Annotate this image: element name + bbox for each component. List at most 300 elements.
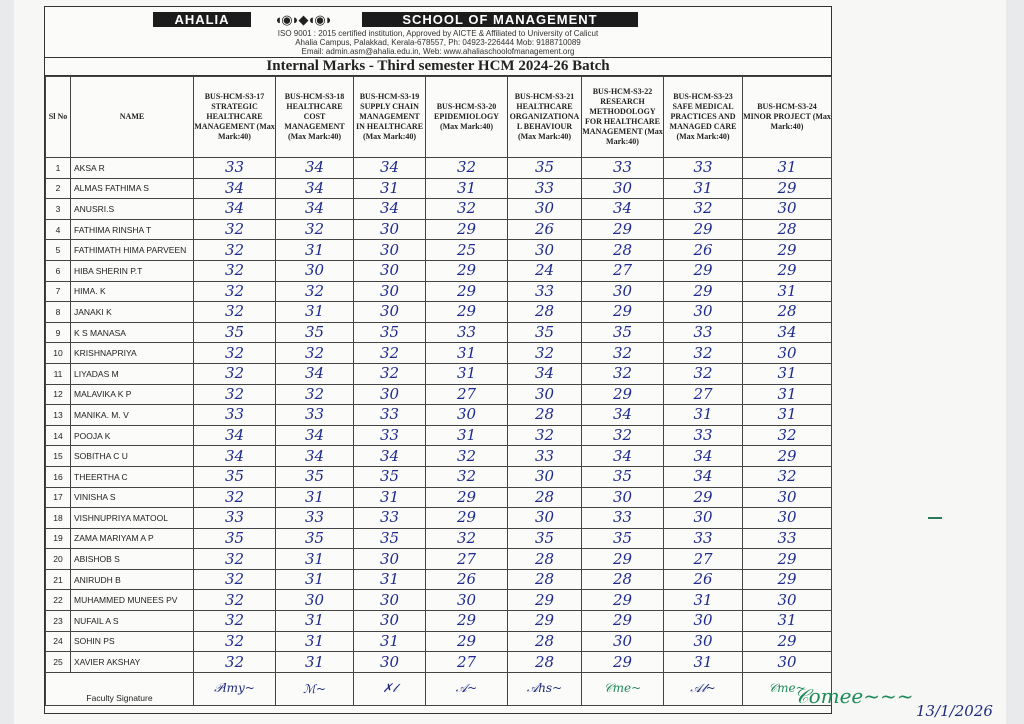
mark-cell: 32: [426, 446, 508, 467]
row-name: XAVIER AKSHAY: [71, 652, 194, 673]
letterhead: [45, 7, 831, 58]
mark-cell: 30: [354, 549, 426, 570]
mark-cell: 31: [276, 549, 354, 570]
mark-cell: 30: [743, 487, 832, 508]
row-name: ANIRUDH B: [71, 569, 194, 590]
handshake-logo-icon: ◖◉◗◆◖◉◗: [274, 12, 332, 27]
mark-cell: 33: [664, 322, 743, 343]
mark-cell: 29: [426, 631, 508, 652]
mark-cell: 32: [426, 158, 508, 179]
row-name: ABISHOB S: [71, 549, 194, 570]
col-s3-21: BUS-HCM-S3-21 HEALTHCARE ORGANIZATIONA L BEHAVIOUR (Max Mark:40): [508, 77, 582, 158]
mark-cell: 28: [508, 631, 582, 652]
mark-cell: 32: [743, 466, 832, 487]
table-row: [46, 343, 832, 364]
mark-cell: 35: [194, 528, 276, 549]
row-name: SOBITHA C U: [71, 446, 194, 467]
mark-cell: 30: [743, 590, 832, 611]
row-sl: 11: [46, 363, 71, 384]
row-sl: 6: [46, 260, 71, 281]
mark-cell: 35: [582, 322, 664, 343]
mark-cell: 32: [194, 343, 276, 364]
brand-banner: [153, 12, 673, 28]
faculty-signature-8: 𝒞me~: [743, 672, 832, 705]
mark-cell: 29: [426, 281, 508, 302]
faculty-signature-4: 𝒜~: [426, 672, 508, 705]
row-name: ALMAS FATHIMA S: [71, 178, 194, 199]
mark-cell: 33: [582, 158, 664, 179]
mark-cell: 27: [426, 384, 508, 405]
mark-cell: 32: [194, 487, 276, 508]
mark-cell: 28: [582, 569, 664, 590]
brand-left: AHALIA: [153, 12, 251, 27]
mark-cell: 30: [664, 302, 743, 323]
mark-cell: 30: [508, 508, 582, 529]
mark-cell: 31: [276, 652, 354, 673]
brand-right: SCHOOL OF MANAGEMENT: [362, 12, 638, 27]
mark-cell: 28: [743, 302, 832, 323]
mark-cell: 33: [426, 322, 508, 343]
mark-cell: 29: [582, 549, 664, 570]
mark-cell: 33: [194, 508, 276, 529]
address-line: Ahalia Campus, Palakkad, Kerala-678557, Ph: 04923-226444 Mob: 9188710089: [295, 38, 581, 47]
mark-cell: 27: [664, 549, 743, 570]
mark-cell: 29: [743, 549, 832, 570]
table-row: [46, 302, 832, 323]
faculty-signature-1: 𝒫lmy~: [194, 672, 276, 705]
row-name: JANAKI K: [71, 302, 194, 323]
faculty-signature-7: 𝒜𝓁~: [664, 672, 743, 705]
col-sl: Sl No: [46, 77, 71, 158]
mark-cell: 34: [664, 446, 743, 467]
mark-cell: 29: [664, 487, 743, 508]
mark-cell: 30: [664, 631, 743, 652]
mark-cell: 30: [743, 508, 832, 529]
mark-cell: 35: [276, 528, 354, 549]
table-header-row: [46, 77, 832, 158]
mark-cell: 34: [194, 425, 276, 446]
mark-cell: 30: [508, 384, 582, 405]
col-s3-20: BUS-HCM-S3-20 EPIDEMIOLOGY (Max Mark:40): [426, 77, 508, 158]
mark-cell: 28: [508, 302, 582, 323]
table-row: [46, 178, 832, 199]
mark-cell: 28: [508, 569, 582, 590]
table-row: [46, 405, 832, 426]
row-sl: 16: [46, 466, 71, 487]
mark-cell: 34: [743, 322, 832, 343]
mark-cell: 32: [664, 343, 743, 364]
table-row: [46, 425, 832, 446]
mark-cell: 30: [582, 178, 664, 199]
mark-cell: 33: [582, 508, 664, 529]
mark-cell: 24: [508, 260, 582, 281]
row-sl: 4: [46, 219, 71, 240]
row-name: FATHIMATH HIMA PARVEEN: [71, 240, 194, 261]
mark-cell: 30: [582, 281, 664, 302]
mark-cell: 31: [664, 590, 743, 611]
mark-cell: 30: [743, 199, 832, 220]
mark-cell: 35: [194, 466, 276, 487]
mark-cell: 29: [743, 260, 832, 281]
row-name: ZAMA MARIYAM A P: [71, 528, 194, 549]
mark-cell: 34: [354, 158, 426, 179]
signature-label: Faculty Signature: [46, 672, 194, 705]
mark-cell: 31: [276, 302, 354, 323]
marks-sheet: [44, 6, 832, 714]
mark-cell: 34: [276, 199, 354, 220]
faculty-signature-5: 𝒜hs~: [508, 672, 582, 705]
row-sl: 18: [46, 508, 71, 529]
row-name: VINISHA S: [71, 487, 194, 508]
mark-cell: 30: [426, 405, 508, 426]
mark-cell: 33: [354, 508, 426, 529]
mark-cell: 34: [508, 363, 582, 384]
mark-cell: 31: [354, 569, 426, 590]
row-name: POOJA K: [71, 425, 194, 446]
mark-cell: 32: [354, 343, 426, 364]
table-row: [46, 528, 832, 549]
mark-cell: 30: [426, 590, 508, 611]
table-row: [46, 631, 832, 652]
accreditation-line: ISO 9001 : 2015 certified institution, Approved by AICTE & Affiliated to University of Calicut: [277, 29, 599, 38]
mark-cell: 27: [582, 260, 664, 281]
row-name: MALAVIKA K P: [71, 384, 194, 405]
mark-cell: 35: [582, 528, 664, 549]
mark-cell: 29: [426, 508, 508, 529]
row-sl: 7: [46, 281, 71, 302]
mark-cell: 31: [426, 343, 508, 364]
row-name: THEERTHA C: [71, 466, 194, 487]
mark-cell: 29: [582, 302, 664, 323]
mark-cell: 31: [743, 281, 832, 302]
row-name: MUHAMMED MUNEES PV: [71, 590, 194, 611]
mark-cell: 31: [276, 569, 354, 590]
mark-cell: 33: [276, 405, 354, 426]
mark-cell: 32: [276, 343, 354, 364]
mark-cell: 31: [426, 363, 508, 384]
col-name: NAME: [71, 77, 194, 158]
mark-cell: 26: [664, 569, 743, 590]
pen-mark: [928, 517, 942, 519]
marks-table: [45, 76, 832, 706]
mark-cell: 29: [426, 611, 508, 632]
table-row: [46, 260, 832, 281]
mark-cell: 32: [276, 219, 354, 240]
mark-cell: 30: [354, 260, 426, 281]
mark-cell: 32: [194, 652, 276, 673]
table-row: [46, 487, 832, 508]
table-row: [46, 611, 832, 632]
row-sl: 15: [46, 446, 71, 467]
col-s3-22: BUS-HCM-S3-22 RESEARCH METHODOLOGY FOR HEALTHCARE MANAGEMENT (Max Mark:40): [582, 77, 664, 158]
mark-cell: 27: [426, 549, 508, 570]
mark-cell: 33: [194, 405, 276, 426]
mark-cell: 30: [354, 384, 426, 405]
green-signature-stamp: 𝒞omee~~~: [794, 684, 914, 708]
mark-cell: 34: [582, 199, 664, 220]
mark-cell: 35: [194, 322, 276, 343]
mark-cell: 30: [508, 240, 582, 261]
mark-cell: 35: [508, 528, 582, 549]
mark-cell: 32: [743, 425, 832, 446]
mark-cell: 34: [276, 446, 354, 467]
table-row: [46, 446, 832, 467]
mark-cell: 33: [664, 425, 743, 446]
handwritten-date: 13/1/2026: [916, 702, 993, 720]
table-row: [46, 652, 832, 673]
row-name: MANIKA. M. V: [71, 405, 194, 426]
mark-cell: 32: [664, 363, 743, 384]
mark-cell: 32: [582, 425, 664, 446]
mark-cell: 32: [194, 363, 276, 384]
col-s3-24: BUS-HCM-S3-24 MINOR PROJECT (Max Mark:40): [743, 77, 832, 158]
mark-cell: 32: [194, 260, 276, 281]
contact-line: Email: admin.asm@ahalia.edu.in, Web: www.ahaliaschoolofmanagement.org: [301, 47, 575, 56]
mark-cell: 30: [276, 260, 354, 281]
mark-cell: 28: [508, 405, 582, 426]
mark-cell: 27: [426, 652, 508, 673]
sheet-title: Internal Marks - Third semester HCM 2024-26 Batch: [45, 57, 831, 76]
table-row: [46, 322, 832, 343]
row-sl: 25: [46, 652, 71, 673]
mark-cell: 29: [426, 219, 508, 240]
mark-cell: 26: [508, 219, 582, 240]
mark-cell: 35: [354, 466, 426, 487]
mark-cell: 32: [194, 631, 276, 652]
mark-cell: 33: [664, 528, 743, 549]
mark-cell: 32: [194, 590, 276, 611]
mark-cell: 32: [194, 611, 276, 632]
faculty-signature-6: 𝒞me~: [582, 672, 664, 705]
row-sl: 5: [46, 240, 71, 261]
mark-cell: 34: [664, 466, 743, 487]
col-s3-17: BUS-HCM-S3-17 STRATEGIC HEALTHCARE MANAGEMENT (Max Mark:40): [194, 77, 276, 158]
mark-cell: 29: [426, 302, 508, 323]
mark-cell: 31: [276, 487, 354, 508]
table-row: [46, 281, 832, 302]
mark-cell: 34: [276, 425, 354, 446]
row-sl: 22: [46, 590, 71, 611]
mark-cell: 33: [743, 528, 832, 549]
mark-cell: 34: [582, 446, 664, 467]
mark-cell: 33: [508, 446, 582, 467]
mark-cell: 32: [354, 363, 426, 384]
mark-cell: 30: [664, 508, 743, 529]
mark-cell: 35: [354, 528, 426, 549]
mark-cell: 31: [354, 487, 426, 508]
mark-cell: 31: [276, 240, 354, 261]
row-sl: 3: [46, 199, 71, 220]
mark-cell: 31: [426, 425, 508, 446]
table-row: [46, 158, 832, 179]
mark-cell: 32: [276, 281, 354, 302]
col-s3-23: BUS-HCM-S3-23 SAFE MEDICAL PRACTICES AND MANAGED CARE (Max Mark:40): [664, 77, 743, 158]
mark-cell: 32: [508, 343, 582, 364]
mark-cell: 35: [354, 322, 426, 343]
row-sl: 20: [46, 549, 71, 570]
mark-cell: 34: [354, 199, 426, 220]
mark-cell: 32: [582, 343, 664, 364]
row-name: NUFAIL A S: [71, 611, 194, 632]
mark-cell: 31: [743, 363, 832, 384]
mark-cell: 31: [426, 178, 508, 199]
mark-cell: 30: [354, 219, 426, 240]
faculty-signature-2: ℳ~: [276, 672, 354, 705]
mark-cell: 35: [276, 322, 354, 343]
mark-cell: 29: [743, 178, 832, 199]
mark-cell: 32: [194, 549, 276, 570]
signature-row: [46, 672, 832, 705]
mark-cell: 32: [426, 528, 508, 549]
table-row: [46, 219, 832, 240]
mark-cell: 31: [743, 158, 832, 179]
mark-cell: 34: [354, 446, 426, 467]
mark-cell: 31: [276, 631, 354, 652]
mark-cell: 30: [743, 652, 832, 673]
row-name: K S MANASA: [71, 322, 194, 343]
mark-cell: 29: [582, 219, 664, 240]
mark-cell: 25: [426, 240, 508, 261]
mark-cell: 34: [582, 405, 664, 426]
row-sl: 8: [46, 302, 71, 323]
row-name: ANUSRI.S: [71, 199, 194, 220]
row-sl: 19: [46, 528, 71, 549]
mark-cell: 31: [743, 611, 832, 632]
row-sl: 13: [46, 405, 71, 426]
mark-cell: 30: [508, 466, 582, 487]
mark-cell: 32: [194, 569, 276, 590]
mark-cell: 31: [743, 384, 832, 405]
row-sl: 10: [46, 343, 71, 364]
faculty-signature-3: ✗𝓁: [354, 672, 426, 705]
row-name: SOHIN PS: [71, 631, 194, 652]
row-name: FATHIMA RINSHA T: [71, 219, 194, 240]
mark-cell: 29: [664, 260, 743, 281]
mark-cell: 32: [194, 240, 276, 261]
mark-cell: 30: [276, 590, 354, 611]
row-sl: 2: [46, 178, 71, 199]
mark-cell: 34: [276, 178, 354, 199]
row-name: VISHNUPRIYA MATOOL: [71, 508, 194, 529]
table-row: [46, 199, 832, 220]
mark-cell: 30: [354, 652, 426, 673]
mark-cell: 33: [508, 178, 582, 199]
mark-cell: 31: [664, 178, 743, 199]
mark-cell: 28: [582, 240, 664, 261]
mark-cell: 29: [508, 590, 582, 611]
mark-cell: 34: [194, 178, 276, 199]
mark-cell: 34: [194, 446, 276, 467]
mark-cell: 29: [582, 611, 664, 632]
mark-cell: 27: [664, 384, 743, 405]
mark-cell: 34: [194, 199, 276, 220]
mark-cell: 31: [664, 405, 743, 426]
mark-cell: 29: [508, 611, 582, 632]
row-name: LIYADAS M: [71, 363, 194, 384]
row-sl: 21: [46, 569, 71, 590]
mark-cell: 30: [354, 611, 426, 632]
row-sl: 24: [46, 631, 71, 652]
mark-cell: 30: [508, 199, 582, 220]
mark-cell: 34: [276, 158, 354, 179]
mark-cell: 29: [743, 569, 832, 590]
mark-cell: 32: [426, 199, 508, 220]
row-sl: 1: [46, 158, 71, 179]
mark-cell: 35: [582, 466, 664, 487]
mark-cell: 33: [664, 158, 743, 179]
mark-cell: 28: [508, 487, 582, 508]
row-sl: 14: [46, 425, 71, 446]
mark-cell: 33: [194, 158, 276, 179]
mark-cell: 34: [276, 363, 354, 384]
row-sl: 9: [46, 322, 71, 343]
mark-cell: 35: [508, 158, 582, 179]
table-row: [46, 508, 832, 529]
mark-cell: 32: [194, 219, 276, 240]
table-row: [46, 466, 832, 487]
mark-cell: 29: [743, 446, 832, 467]
table-row: [46, 569, 832, 590]
row-sl: 23: [46, 611, 71, 632]
row-name: HIBA SHERIN P.T: [71, 260, 194, 281]
col-s3-19: BUS-HCM-S3-19 SUPPLY CHAIN MANAGEMENT IN HEALTHCARE (Max Mark:40): [354, 77, 426, 158]
row-name: KRISHNAPRIYA: [71, 343, 194, 364]
row-name: AKSA R: [71, 158, 194, 179]
col-s3-18: BUS-HCM-S3-18 HEALTHCARE COST MANAGEMENT (Max Mark:40): [276, 77, 354, 158]
mark-cell: 32: [508, 425, 582, 446]
mark-cell: 31: [354, 631, 426, 652]
row-name: HIMA. K: [71, 281, 194, 302]
mark-cell: 32: [426, 466, 508, 487]
table-row: [46, 590, 832, 611]
mark-cell: 33: [276, 508, 354, 529]
mark-cell: 32: [194, 281, 276, 302]
mark-cell: 30: [743, 343, 832, 364]
mark-cell: 33: [354, 425, 426, 446]
mark-cell: 29: [426, 260, 508, 281]
mark-cell: 30: [354, 590, 426, 611]
mark-cell: 29: [743, 631, 832, 652]
mark-cell: 30: [354, 240, 426, 261]
table-row: [46, 363, 832, 384]
mark-cell: 28: [508, 549, 582, 570]
mark-cell: 30: [664, 611, 743, 632]
mark-cell: 32: [664, 199, 743, 220]
mark-cell: 30: [582, 487, 664, 508]
mark-cell: 28: [508, 652, 582, 673]
table-row: [46, 549, 832, 570]
mark-cell: 29: [582, 384, 664, 405]
mark-cell: 29: [664, 281, 743, 302]
mark-cell: 32: [582, 363, 664, 384]
table-row: [46, 240, 832, 261]
mark-cell: 30: [582, 631, 664, 652]
mark-cell: 33: [508, 281, 582, 302]
mark-cell: 28: [743, 219, 832, 240]
mark-cell: 32: [194, 384, 276, 405]
mark-cell: 29: [743, 240, 832, 261]
mark-cell: 29: [664, 219, 743, 240]
mark-cell: 31: [743, 405, 832, 426]
mark-cell: 26: [664, 240, 743, 261]
mark-cell: 32: [276, 384, 354, 405]
mark-cell: 31: [354, 178, 426, 199]
mark-cell: 26: [426, 569, 508, 590]
mark-cell: 35: [508, 322, 582, 343]
mark-cell: 33: [354, 405, 426, 426]
mark-cell: 29: [426, 487, 508, 508]
mark-cell: 29: [582, 652, 664, 673]
